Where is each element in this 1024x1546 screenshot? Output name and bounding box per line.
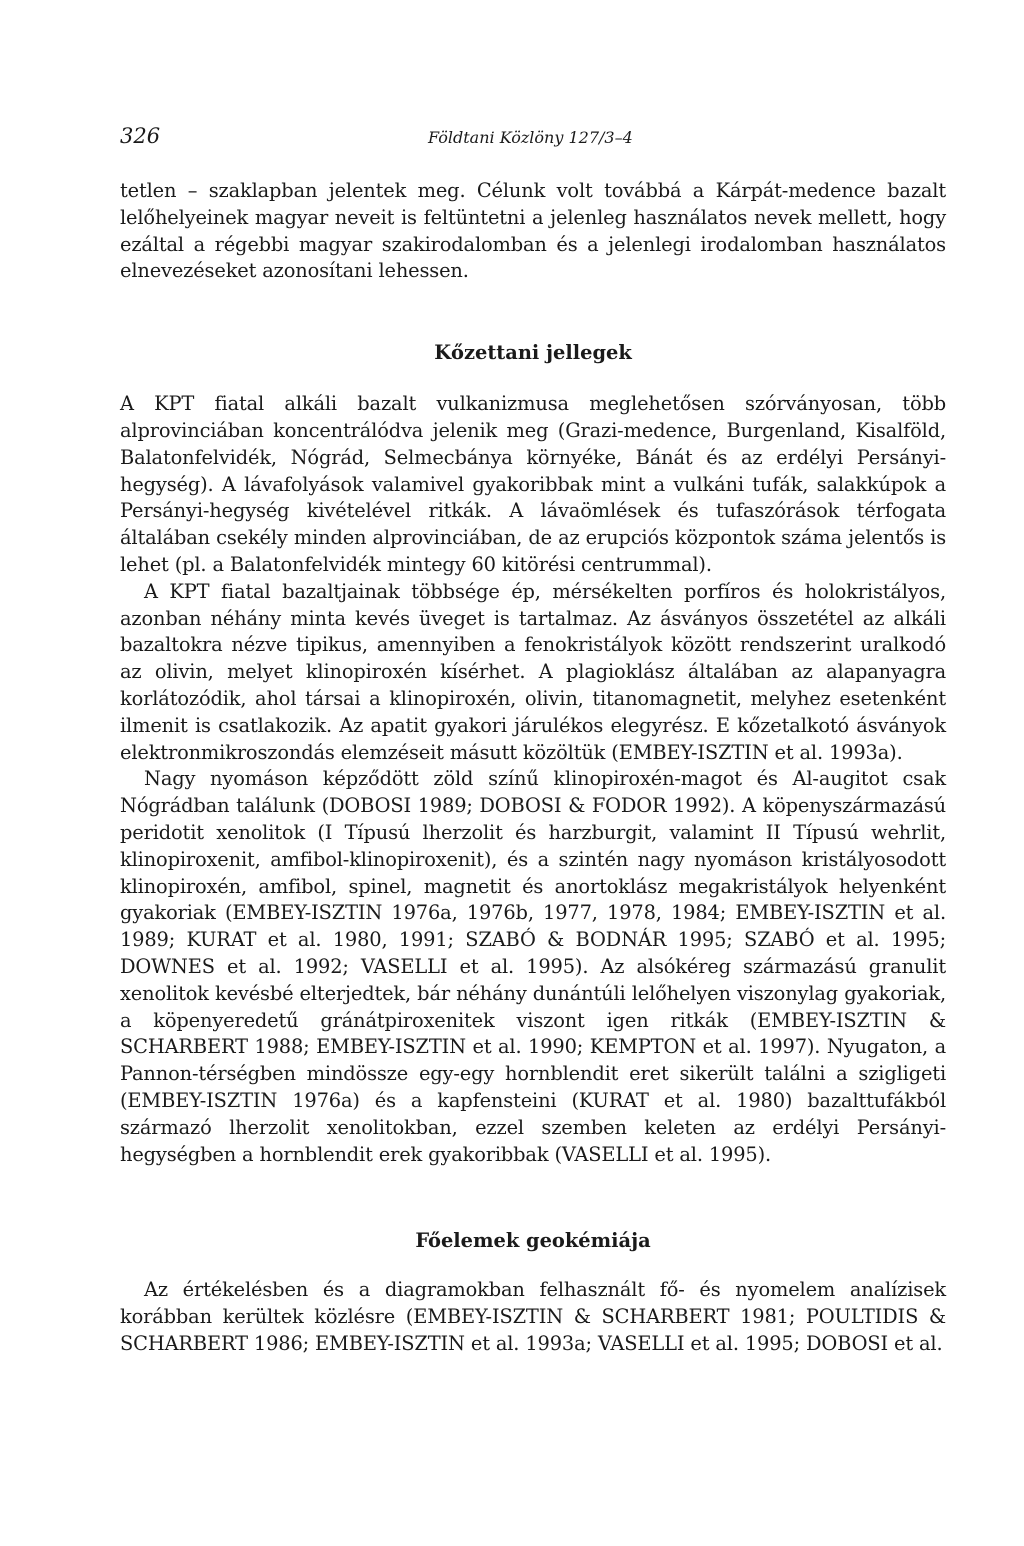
petrography-paragraph-1: A KPT fiatal alkáli bazalt vulkanizmusa meglehetősen szórványosan, több alprovinciában koncentrálódva jelenik meg (Grazi-medence, Burgenland, Kisalföld, Balatonfelvidék, Nógrád, Selmecbánya környéke, Bánát és az erdélyi Persányi-hegység). A lávafolyások valamivel gyakoribbak mint a vulkáni tufák, salakkúpok a Persányi-hegység kivételével ritkák. A lávaömlések és tufaszórások térfogata általában csekély minden alprovinciában, de az erupciós központok száma jelentős is lehet (pl. a Balatonfelvidék mintegy 60 kitörési centrummal). — [120, 392, 946, 576]
petrography-paragraph-3: Nagy nyomáson képződött zöld színű klinopiroxén-magot és Al-augitot csak Nógrádban találunk (DOBOSI 1989; DOBOSI & FODOR 1992). A köpenyszármazású peridotit xenolitok (I Típusú lherzolit és harzburgit, valamint II Típusú wehrlit, klinopiroxenit, amfibol-klinopiroxenit), és a szintén nagy nyomáson kristályosodott klinopiroxén, amfibol, spinel, magnetit és anortoklász megakristályok helyenként gyakoriak (EMBEY-ISZTIN 1976a, 1976b, 1977, 1978, 1984; EMBEY-ISZTIN et al. 1989; KURAT et al. 1980, 1991; SZABÓ & BODNÁR 1995; SZABÓ et al. 1995; DOWNES et al. 1992; VASELLI et al. 1995). Az alsókéreg származású granulit xenolitok kevésbé elterjedtek, bár néhány dunántúli lelőhelyen viszonylag gyakoriak, a köpenyeredetű gránátpiroxenitek viszont igen ritkák (EMBEY-ISZTIN & SCHARBERT 1988; EMBEY-ISZTIN et al. 1990; KEMPTON et al. 1997). Nyugaton, a Pannon-térségben mindössze egy-egy hornblendit eret sikerült találni a szigligeti (EMBEY-ISZTIN 1976a) és a kapfensteini (KURAT et al. 1980) bazalttufákból származó lherzolit xenolitokban, ezzel szemben keleten az erdélyi Persányi-hegységben a hornblendit erek gyakoribbak (VASELLI et al. 1995). — [120, 767, 946, 1166]
running-header — [120, 124, 946, 154]
intro-paragraph: tetlen – szaklapban jelentek meg. Célunk volt továbbá a Kárpát-medence bazalt lelőhelyeinek magyar neveit is feltüntetni a jelenleg használatos nevek mellett, hogy ezáltal a régebbi magyar szakirodalomban és a jelenlegi irodalomban használatos elnevezéseket azonosítani lehessen. — [120, 179, 946, 283]
petrography-paragraph-2: A KPT fiatal bazaltjainak többsége ép, mérsékelten porfíros és holokristályos, azonban néhány minta kevés üveget is tartalmaz. Az ásványos összetétel az alkáli bazaltokra nézve tipikus, amennyiben a fenokristályok között rendszerint uralkodó az olivin, melyet klinopiroxén kísérhet. A plagioklász általában az alapanyagra korlátozódik, ahol társai a klinopiroxén, olivin, titanomagnetit, melyhez esetenként ilmenit is csatlakozik. Az apatit gyakori járulékos elegyrész. E kőzetalkotó ásványok elektronmikroszondás elemzéseit másutt közöltük (EMBEY-ISZTIN et al. 1993a). — [120, 579, 946, 764]
journal-page — [120, 124, 946, 1358]
heading-petrography: Kőzettani jellegek — [434, 341, 632, 365]
page-number: 326 — [120, 124, 161, 148]
heading-geochemistry: Főelemek geokémiája — [415, 1229, 651, 1253]
geochemistry-paragraph: Az értékelésben és a diagramokban felhasznált fő- és nyomelem analízisek korábban kerültek közlésre (EMBEY-ISZTIN & SCHARBERT 1981; POULTIDIS & SCHARBERT 1986; EMBEY-ISZTIN et al. 1993a; VASELLI et al. 1995; DOBOSI et al. — [120, 1278, 946, 1355]
journal-title: Földtani Közlöny 127/3–4 — [428, 128, 633, 147]
